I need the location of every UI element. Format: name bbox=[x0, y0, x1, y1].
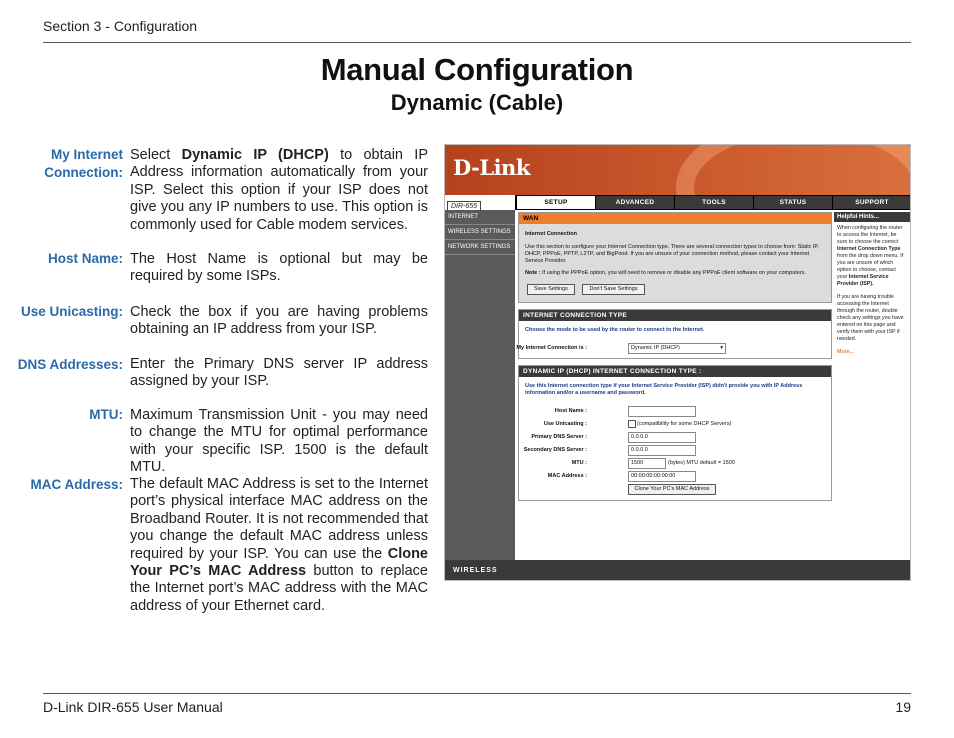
hint-text: When configuring the router to access the Internet, be sure to choose the correct bbox=[837, 225, 903, 245]
label-mac-address: MAC Address: bbox=[30, 477, 123, 492]
desc-dns-addresses: Enter the Primary DNS server IP address assigned by your ISP. bbox=[130, 356, 428, 390]
router-screenshot bbox=[444, 144, 911, 581]
note-text: If using the PPPoE option, you will need to remove or disable any PPPoE client software on your computers. bbox=[540, 270, 806, 276]
hint-bold: Internet Connection Type bbox=[837, 246, 901, 252]
primary-dns-row bbox=[525, 431, 825, 444]
host-name-label: Host Name : bbox=[554, 408, 587, 414]
secondary-dns-row bbox=[525, 444, 825, 457]
sidebar-item-wireless-settings[interactable]: WIRELESS SETTINGS bbox=[445, 225, 515, 240]
label-host-name: Host Name: bbox=[47, 251, 123, 266]
label-my-internet-connection bbox=[44, 146, 123, 182]
wan-text: Use this section to configure your Internet Connection type. There are several connection types to choose from: Static IP, DHCP, PPPoE, PPTP, L2TP, and BigPond. If you are unsure of your connection method, please contact your Internet Service Provider. bbox=[525, 244, 819, 264]
tab-status[interactable]: STATUS bbox=[754, 196, 832, 209]
label-line-1: My Internet bbox=[50, 147, 123, 162]
chevron-down-icon: ▾ bbox=[720, 345, 723, 351]
connection-type-box bbox=[518, 309, 832, 359]
wan-box bbox=[518, 212, 832, 303]
desc-text: Select bbox=[130, 147, 182, 163]
hints-more-link[interactable]: More... bbox=[837, 349, 855, 355]
host-name-row bbox=[525, 405, 825, 418]
connection-type-body bbox=[516, 321, 831, 358]
tab-tools[interactable]: TOOLS bbox=[675, 196, 753, 209]
dhcp-box bbox=[518, 365, 832, 501]
hints-header: Helpful Hints... bbox=[834, 212, 910, 222]
dhcp-header: DYNAMIC IP (DHCP) INTERNET CONNECTION TYPE : bbox=[519, 366, 831, 377]
desc-my-internet-connection bbox=[130, 147, 428, 234]
dhcp-desc: Use this Internet connection type if your Internet Service Provider (ISP) didn't provide you with IP Address information and/or a username and password. bbox=[525, 383, 803, 396]
helpful-hints-panel bbox=[834, 212, 910, 567]
connection-type-select[interactable] bbox=[628, 343, 726, 354]
wan-header: WAN bbox=[519, 213, 831, 224]
wan-buttons bbox=[525, 284, 825, 295]
hint-text: from the drop down menu. If you are unsure of which option to choose, contact your bbox=[837, 253, 904, 280]
mac-address-row bbox=[525, 470, 825, 483]
mtu-note: (bytes) MTU default = 1500 bbox=[668, 460, 735, 466]
dlink-logo: D-Link bbox=[453, 155, 530, 180]
router-footer-wireless: WIRELESS bbox=[445, 560, 911, 581]
clone-mac-address-button[interactable]: Clone Your PC's MAC Address bbox=[628, 484, 716, 495]
sidebar-item-internet[interactable]: INTERNET bbox=[445, 210, 515, 225]
desc-bold: Clone Your PC’s MAC Address bbox=[130, 545, 428, 580]
banner-swoosh bbox=[676, 145, 911, 195]
router-model-badge bbox=[445, 195, 515, 210]
desc-use-unicasting: Check the box if you are having problems obtaining an IP address from your ISP. bbox=[130, 304, 428, 338]
dhcp-body bbox=[519, 377, 831, 500]
label-line-2: Connection: bbox=[44, 165, 123, 180]
model-label: DIR-655 bbox=[447, 201, 481, 212]
label-use-unicasting: Use Unicasting: bbox=[20, 304, 123, 319]
sidebar-item-network-settings[interactable]: NETWORK SETTINGS bbox=[445, 240, 515, 255]
desc-mac-address bbox=[130, 476, 428, 615]
tab-advanced[interactable]: ADVANCED bbox=[596, 196, 674, 209]
label-dns-addresses: DNS Addresses: bbox=[17, 357, 123, 372]
save-settings-button[interactable]: Save Settings bbox=[527, 284, 575, 295]
mtu-row bbox=[525, 457, 825, 470]
dont-save-settings-button[interactable]: Don't Save Settings bbox=[582, 284, 644, 295]
select-value: Dynamic IP (DHCP) bbox=[631, 345, 680, 351]
mtu-input[interactable]: 1500 bbox=[628, 458, 666, 469]
tab-support[interactable]: SUPPORT bbox=[833, 196, 911, 209]
router-banner bbox=[445, 145, 911, 195]
page-title: Manual Configuration bbox=[320, 52, 634, 87]
hints-body bbox=[834, 222, 910, 359]
clone-mac-row bbox=[525, 483, 825, 497]
label-mtu: MTU: bbox=[89, 407, 123, 422]
wan-title: Internet Connection bbox=[525, 231, 577, 237]
desc-text: button to replace the Internet port’s MAC address with the MAC address of your Ethernet card. bbox=[130, 563, 428, 614]
hints-paragraph-2: If you are having trouble accessing the Internet through the router, double check any settings you have entered on this page and verify them with your ISP if needed. bbox=[837, 294, 904, 342]
connection-type-desc: Choose the mode to be used by the router to connect to the Internet. bbox=[525, 327, 705, 333]
secondary-dns-input[interactable]: 0.0.0.0 bbox=[628, 445, 696, 456]
mac-address-input[interactable]: 00:00:00:00:00:00 bbox=[628, 471, 696, 482]
unicasting-label: Use Unicasting : bbox=[543, 421, 587, 427]
unicasting-row bbox=[525, 418, 825, 431]
desc-mtu: Maximum Transmission Unit - you may need to change the MTU for optimal performance with your specific ISP. 1500 is the default MTU. bbox=[130, 407, 428, 476]
unicasting-checkbox[interactable] bbox=[628, 420, 636, 428]
mac-address-label: MAC Address : bbox=[547, 473, 587, 479]
page-subtitle: Dynamic (Cable) bbox=[390, 90, 564, 115]
router-main bbox=[518, 212, 832, 507]
note-label: Note : bbox=[525, 270, 541, 276]
section-header: Section 3 - Configuration bbox=[43, 18, 198, 34]
desc-bold: Dynamic IP (DHCP) bbox=[181, 147, 329, 163]
desc-text: The default MAC Address is set to the Internet port’s physical interface MAC address on the Broadband Router. It is not recommended that you change the default MAC address unless required by your ISP. You can use the bbox=[130, 476, 428, 562]
page-number: 19 bbox=[895, 699, 911, 715]
connection-type-row bbox=[516, 342, 825, 355]
desc-host-name: The Host Name is optional but may be required by some ISPs. bbox=[130, 251, 428, 285]
header-rule bbox=[43, 42, 911, 43]
desc-text: to obtain IP Address information automatically from your ISP. Select this option if your ISP does not give you any IP numbers to use. This option is commonly used for Cable modem services. bbox=[130, 147, 428, 233]
wan-note bbox=[525, 270, 825, 277]
hints-paragraph-1 bbox=[837, 225, 907, 288]
wan-body bbox=[519, 224, 831, 302]
router-sidebar bbox=[445, 210, 515, 570]
hint-bold: Internet Service Provider (ISP). bbox=[837, 274, 889, 287]
footer-manual-title: D-Link DIR-655 User Manual bbox=[43, 699, 223, 715]
mtu-label: MTU : bbox=[571, 460, 587, 466]
host-name-input[interactable] bbox=[628, 406, 696, 417]
primary-dns-label: Primary DNS Server : bbox=[531, 434, 587, 440]
connection-type-label: My Internet Connection is : bbox=[516, 345, 587, 351]
secondary-dns-label: Secondary DNS Server : bbox=[523, 447, 587, 453]
unicasting-note: (compatibility for some DHCP Servers) bbox=[637, 421, 732, 427]
tab-setup[interactable]: SETUP bbox=[517, 196, 595, 209]
primary-dns-input[interactable]: 0.0.0.0 bbox=[628, 432, 696, 443]
connection-type-header: INTERNET CONNECTION TYPE bbox=[519, 310, 831, 321]
footer-rule bbox=[43, 693, 911, 694]
